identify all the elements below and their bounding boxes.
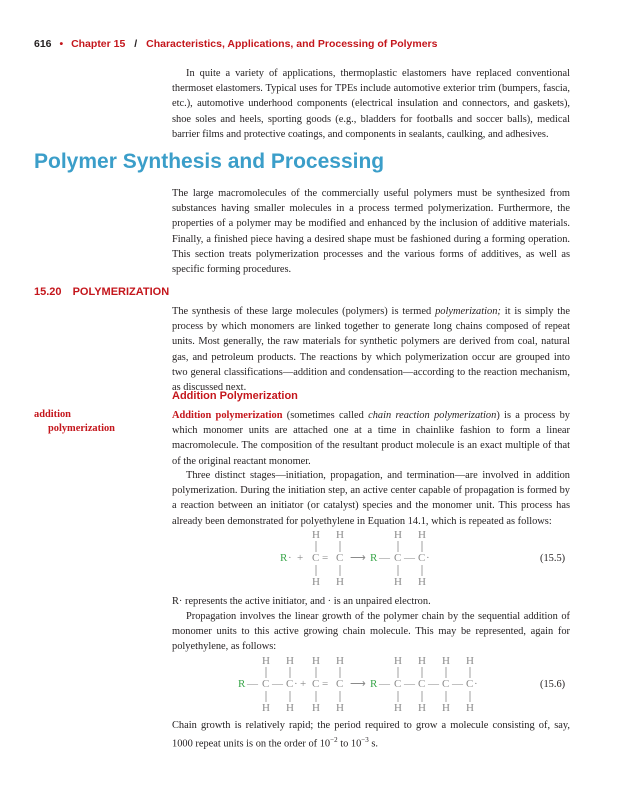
atom-h: H (418, 655, 426, 667)
equation-15-5 (172, 522, 570, 588)
text-run: Chain growth is relatively rapid; the period required to grow a molecule consisting of, say, 1000 repeat units is on the order of 10 (172, 720, 570, 750)
intro-paragraph: In quite a variety of applications, thermoplastic elastomers have replaced conventional thermoset elastomers. Typical uses for TPEs include automotive exterior trim (bumpers, fascia, etc.), automotive underhood components (electrical insulation and connectors, and gaskets), shoe soles and heels, sporting goods (e.g., bladders for footballs and soccer balls), medical barrier films and protective coatings, and components in sealants, caulking, and adhesives. (172, 68, 570, 140)
chapter-label: Chapter 15 (71, 38, 126, 50)
section-paragraph: The large macromolecules of the commercially useful polymers must be synthesized from substances having smaller molecules in a process termed polymerization. Furthermore, the properties of a polymer may be modified and enhanced by the inclusion of additive materials. Finally, a finished piece having a desired shape must be fashioned during a forming operation. This section treats polymerization processes and the various forms of additives, as well as specific forming procedures. (172, 188, 570, 276)
single-bond: — (428, 678, 439, 690)
text-run: The synthesis of these large molecules (polymers) is termed (172, 306, 436, 317)
single-bond: — (379, 552, 390, 564)
atom-r: R (280, 552, 288, 564)
eq1-monomer (280, 529, 344, 588)
atom-h: H (312, 702, 320, 714)
plus-sign: + (300, 678, 307, 690)
header-bullet: • (59, 38, 64, 50)
atom-h: H (418, 702, 426, 714)
atom-h: H (336, 529, 344, 541)
reaction-arrow: ⟶ (350, 678, 366, 690)
atom-h: H (262, 702, 270, 714)
page-number: 616 (34, 38, 52, 50)
single-bond: — (272, 678, 283, 690)
subsection-heading (34, 286, 169, 298)
atom-c: C (336, 678, 344, 690)
key-term: Addition polymerization (172, 410, 283, 421)
atom-c: C (418, 552, 426, 564)
running-header (34, 38, 437, 50)
atom-h: H (418, 576, 426, 588)
single-bond: — (379, 678, 390, 690)
equation-number: (15.6) (540, 679, 566, 690)
text-run: ) is a process by which monomer units are attached one at a time in chainlike fashion to form a linear macromolecule. The composition of the resultant product molecule is an exact multiple of that of the original reactant monomer. (172, 410, 570, 467)
atom-c: C (312, 552, 320, 564)
subsection-number: 15.20 (34, 286, 62, 298)
italic-term: polymerization; (435, 306, 501, 317)
exponent: −3 (361, 736, 369, 745)
margin-glossary-term (34, 408, 144, 436)
radical-dot: · (426, 552, 430, 564)
atom-c: C (442, 678, 450, 690)
atom-h: H (394, 702, 402, 714)
atom-h: H (442, 655, 450, 667)
addition-heading: Addition Polymerization (172, 390, 298, 402)
atom-h: H (394, 576, 402, 588)
atom-c: C (418, 678, 426, 690)
exponent: −2 (330, 736, 338, 745)
atom-h: H (336, 702, 344, 714)
atom-h: H (394, 655, 402, 667)
section-heading: Polymer Synthesis and Processing (34, 150, 385, 173)
atom-h: H (312, 655, 320, 667)
atom-h: H (312, 576, 320, 588)
atom-h: H (442, 702, 450, 714)
double-bond: = (322, 678, 329, 690)
atom-c: C (466, 678, 474, 690)
addition-paragraph-4: Propagation involves the linear growth of the polymer chain by the sequential addition of monomer units to this active growing chain molecule. This may be represented, again for polyethylene, as follows: (172, 611, 570, 653)
single-bond: — (404, 678, 415, 690)
text-run: s. (368, 738, 378, 750)
atom-h: H (418, 529, 426, 541)
text-run: (sometimes called (282, 410, 369, 421)
atom-r: R (370, 552, 378, 564)
atom-c: C (286, 678, 294, 690)
header-separator: / (134, 38, 138, 50)
atom-h: H (394, 529, 402, 541)
addition-paragraph-5 (172, 718, 570, 752)
margin-term-line: addition (34, 409, 71, 420)
italic-term: chain reaction polymerization (368, 410, 497, 421)
atom-h: H (312, 529, 320, 541)
chapter-title: Characteristics, Applications, and Processing of Polymers (146, 38, 438, 50)
addition-paragraph-3: R· represents the active initiator, and · is an unpaired electron. (172, 596, 431, 607)
atom-r: R (370, 678, 378, 690)
double-bond: = (322, 552, 329, 564)
atom-c: C (336, 552, 344, 564)
atom-c: C (312, 678, 320, 690)
single-bond: — (404, 552, 415, 564)
addition-paragraph-1 (172, 408, 570, 469)
eq2-product (370, 655, 478, 714)
eq2-reactants (238, 655, 344, 714)
atom-h: H (286, 702, 294, 714)
text-run: it is simply the process by which monomers are linked together to generate long chains composed of repeat units. Most generally, the raw materials for synthetic polymers are derived from coal, natural gas, and petroleum products. The reactions by which polymerization occur are grouped into two general classifications—addition and condensation—according to the reaction mechanism, as discussed next. (172, 306, 570, 394)
radical-dot: · (288, 552, 292, 564)
atom-h: H (286, 655, 294, 667)
atom-r: R (238, 678, 246, 690)
equation-number: (15.5) (540, 553, 566, 564)
atom-h: H (336, 655, 344, 667)
radical-dot: · (294, 678, 298, 690)
radical-dot: · (474, 678, 478, 690)
atom-c: C (394, 552, 402, 564)
text-run: to 10 (337, 738, 362, 750)
atom-c: C (394, 678, 402, 690)
single-bond: — (452, 678, 463, 690)
margin-term-line: polymerization (48, 423, 115, 434)
reaction-arrow: ⟶ (350, 552, 366, 564)
atom-h: H (336, 576, 344, 588)
atom-h: H (466, 655, 474, 667)
atom-c: C (262, 678, 270, 690)
addition-paragraph-2: Three distinct stages—initiation, propagation, and termination—are involved in addition polymerization. During the initiation step, an active center capable of propagation is formed by a reaction between an initiator (or catalyst) species and the monomer unit. This process has already been demonstrated for polyethylene in Equation 14.1, which is repeated as follows: (172, 470, 570, 527)
plus-sign: + (297, 552, 304, 564)
subsection-title: POLYMERIZATION (72, 286, 170, 298)
equation-15-6 (172, 648, 570, 714)
atom-h: H (466, 702, 474, 714)
eq1-product (370, 529, 430, 588)
polymerization-paragraph (172, 304, 570, 395)
atom-h: H (262, 655, 270, 667)
single-bond: — (247, 678, 258, 690)
